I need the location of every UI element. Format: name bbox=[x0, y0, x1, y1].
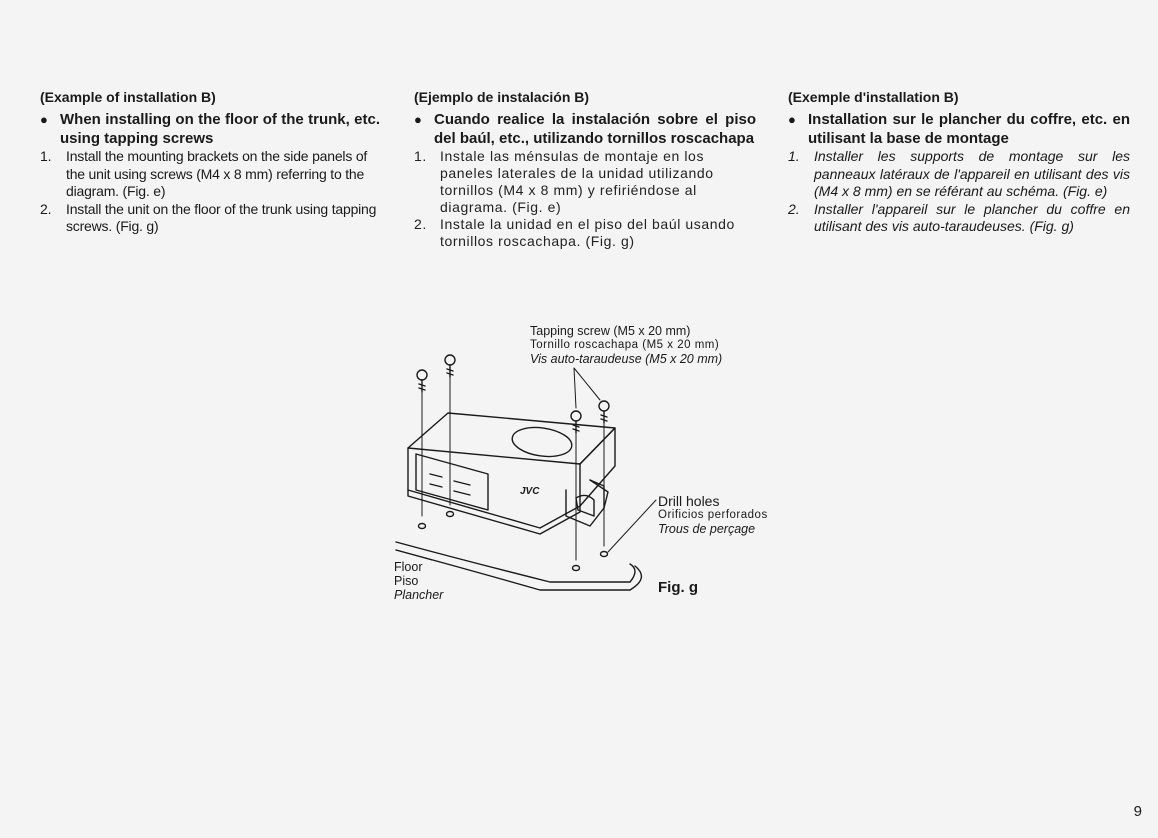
figure-caption: Fig. g bbox=[658, 579, 698, 596]
unit-top bbox=[408, 413, 615, 464]
label-fr: Vis auto-taraudeuse (M5 x 20 mm) bbox=[530, 352, 723, 366]
label-es: Piso bbox=[394, 574, 419, 588]
step-text: Installer l'appareil sur le plancher du coffre en utilisant des vis auto-taraudeuses. (Fig. g) bbox=[814, 200, 1130, 234]
label-es: Tornillo roscachapa (M5 x 20 mm) bbox=[530, 339, 720, 351]
step-number: 1. bbox=[788, 148, 800, 164]
step-item bbox=[40, 201, 380, 236]
step-text: Install the unit on the floor of the trunk using tapping screws. (Fig. g) bbox=[66, 200, 377, 234]
step-item bbox=[414, 148, 756, 216]
section-heading: (Example of installation B) bbox=[40, 89, 216, 105]
step-number: 1. bbox=[40, 148, 52, 164]
bullet-text: Installation sur le plancher du coffre, etc. en utilisant la base de montage bbox=[808, 111, 1130, 147]
step-item bbox=[40, 148, 380, 201]
french-column bbox=[788, 88, 1130, 236]
label-en: Tapping screw (M5 x 20 mm) bbox=[530, 324, 691, 338]
step-item bbox=[414, 216, 756, 250]
bullet-icon: ● bbox=[788, 112, 796, 127]
unit-base bbox=[408, 490, 580, 534]
jvc-logo: JVC bbox=[520, 486, 540, 497]
step-number: 2. bbox=[414, 216, 427, 232]
step-number: 1. bbox=[414, 148, 427, 164]
drill-holes-label bbox=[658, 494, 768, 536]
tapping-screw-label bbox=[530, 324, 722, 366]
bullet-text: When installing on the floor of the trunk, etc. using tapping screws bbox=[60, 111, 380, 147]
unit-sides bbox=[408, 448, 580, 528]
label-en: Drill holes bbox=[658, 493, 720, 509]
english-column bbox=[40, 88, 380, 236]
label-fr: Trous de perçage bbox=[658, 522, 756, 536]
section-heading: (Ejemplo de instalación B) bbox=[414, 89, 590, 105]
label-es: Orificios perforados bbox=[658, 509, 768, 521]
page-number: 9 bbox=[1133, 803, 1142, 820]
step-text: Install the mounting brackets on the side panels of the unit using screws (M4 x 8 mm) referring to the diagram. (Fig. e) bbox=[66, 148, 368, 199]
spanish-column bbox=[414, 88, 756, 250]
steps-list bbox=[788, 148, 1130, 236]
screw-leader bbox=[574, 368, 600, 408]
step-text: Instale las ménsulas de montaje en los paneles laterales de la unidad utilizando tornillos (M4 x 8 mm) y refiriéndose al diagrama. (Fig. e) bbox=[440, 148, 714, 215]
section-heading: (Exemple d'installation B) bbox=[788, 89, 959, 105]
screw-right-2 bbox=[599, 401, 609, 557]
screw-left-2 bbox=[445, 355, 455, 517]
label-en: Floor bbox=[394, 560, 423, 574]
mounting-bracket bbox=[566, 480, 604, 526]
step-item bbox=[788, 201, 1130, 236]
steps-list bbox=[414, 148, 756, 250]
step-item bbox=[788, 148, 1130, 201]
floor-label bbox=[394, 560, 443, 602]
bullet-icon: ● bbox=[414, 112, 422, 127]
bullet-icon: ● bbox=[40, 112, 48, 127]
bullet-text: Cuando realice la instalación sobre el piso del baúl, etc., utilizando tornillos roscachapa bbox=[434, 111, 756, 147]
unit-top-oval bbox=[510, 424, 573, 460]
step-number: 2. bbox=[40, 200, 52, 217]
unit-right-side bbox=[580, 428, 615, 506]
step-text: Installer les supports de montage sur les panneaux latéraux de l'appareil en utilisant des vis (M4 x 8 mm) en se référant au schéma. (Fig. e) bbox=[814, 148, 1130, 199]
drill-holes-leader bbox=[608, 500, 656, 552]
installation-figure bbox=[390, 320, 810, 610]
floor-leader bbox=[396, 550, 432, 560]
steps-list bbox=[40, 148, 380, 236]
bullet-title bbox=[40, 110, 380, 148]
label-fr: Plancher bbox=[394, 588, 444, 602]
bullet-title bbox=[414, 110, 756, 148]
bullet-title bbox=[788, 110, 1130, 148]
step-number: 2. bbox=[788, 200, 800, 217]
step-text: Instale la unidad en el piso del baúl usando tornillos roscachapa. (Fig. g) bbox=[440, 216, 735, 249]
